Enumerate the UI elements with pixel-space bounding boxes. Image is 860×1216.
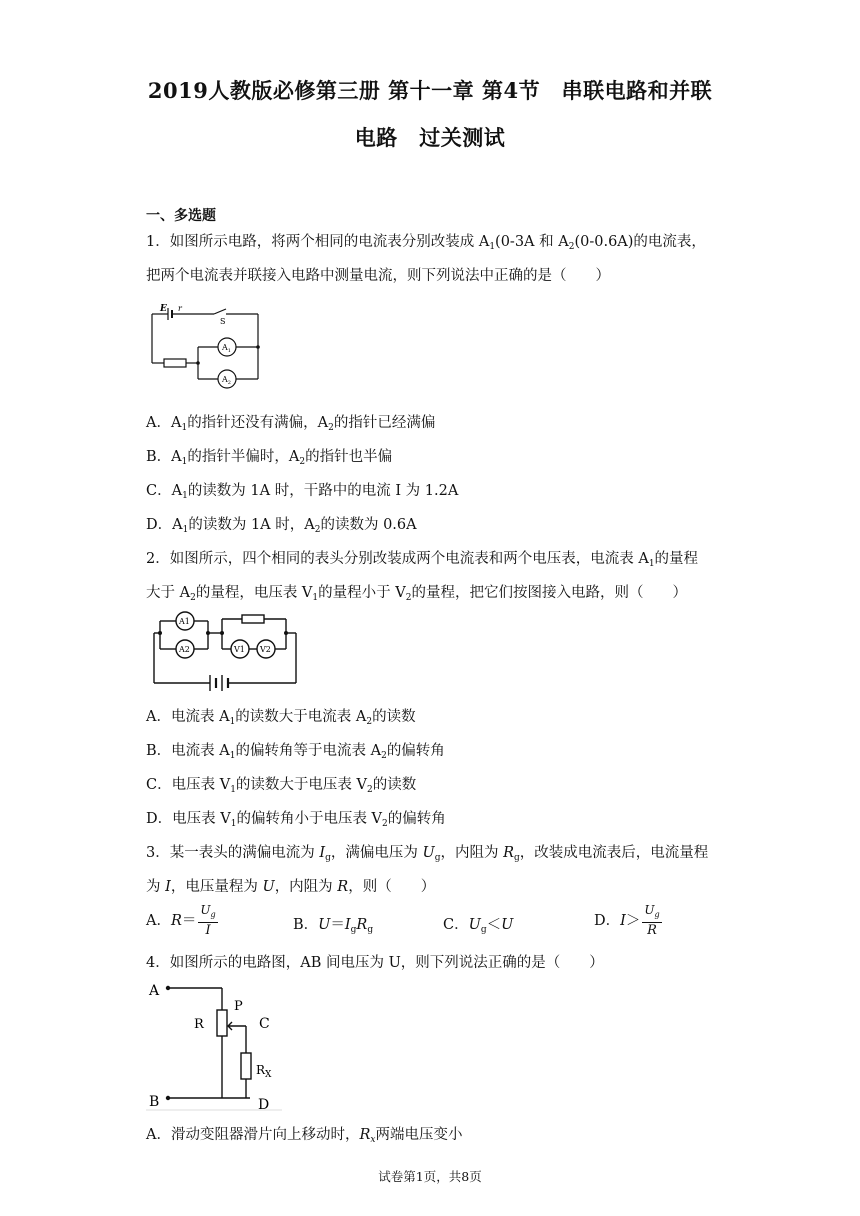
page-footer: 试卷第1页，共8页 <box>378 1169 482 1184</box>
q1-fig-label-s: S <box>220 317 226 326</box>
q1-option-d: D．$A_1$的读数为 1A 时，$A_2$的读数为 0.6A <box>146 517 417 535</box>
q1-option-a: A．$A_1$的指针还没有满偏，$A_2$的指针已经满偏 <box>146 415 436 433</box>
q4-fig-label-c: C <box>259 1016 270 1032</box>
q3-option-a: A．R＝ $\frac{U_g}{I}$ <box>146 903 216 938</box>
q2-circuit-figure <box>146 607 306 691</box>
q1-option-b: B．$A_1$的指针半偏时，$A_2$的指针也半偏 <box>146 449 393 467</box>
q1-stem-line2: 把两个电流表并联接入电路中测量电流，则下列说法中正确的是（ ） <box>146 268 610 284</box>
q4-fig-label-a: A <box>149 983 160 999</box>
q4-fig-label-d: D <box>258 1097 270 1113</box>
q1-fig-label-e: E <box>160 304 167 314</box>
q3-option-b: B．$U=I_gR_g$ <box>293 917 374 935</box>
q4-fig-label-p: P <box>234 999 243 1014</box>
q2-fig-label-a2: A2 <box>179 645 190 654</box>
q4-fig-label-r: R <box>194 1017 204 1032</box>
q1-option-c: C．$A_1$的读数为 1A 时，干路中的电流 I 为 1.2A <box>146 483 459 501</box>
q2-option-b: B．电流表 $A_1$的偏转角等于电流表 $A_2$的偏转角 <box>146 743 445 761</box>
q2-fig-label-a1: A1 <box>179 617 190 626</box>
q4-circuit-figure <box>146 978 286 1114</box>
q2-fig-label-v2: V2 <box>260 645 271 654</box>
section-heading: 一、多选题 <box>146 208 216 224</box>
q4-fig-label-rx: $R_X$ <box>256 1063 272 1080</box>
q2-option-c: C．电压表 $V_1$的读数大于电压表 $V_2$的读数 <box>146 777 417 795</box>
q2-option-d: D．电压表 $V_1$的偏转角小于电压表 $V_2$的偏转角 <box>146 811 446 829</box>
q3-stem-line2: 为 I，电压量程为 U，内阻为 R，则（ ） <box>146 879 436 895</box>
q1-circuit-figure <box>146 300 266 390</box>
q2-stem-line2: 大于 $A_2$的量程，电压表 $V_1$的量程小于 $V_2$的量程，把它们按图接入电路，则（ ） <box>146 585 687 603</box>
q4-option-a: A．滑动变阻器滑片向上移动时，$R_x$两端电压变小 <box>146 1127 463 1145</box>
q2-option-a: A．电流表 $A_1$的读数大于电流表 $A_2$的读数 <box>146 709 416 727</box>
q4-stem: 4．如图所示的电路图，AB 间电压为 U，则下列说法正确的是（ ） <box>146 955 604 971</box>
q3-option-c: C．$U_g<U$ <box>443 917 514 935</box>
q2-fig-label-v1: V1 <box>234 645 245 654</box>
q3-option-d: D．I＞ $\frac{U_g}{R}$ <box>594 903 660 938</box>
q1-stem-line1: 1．如图所示电路，将两个相同的电流表分别改装成 $A_1(0-3A$ 和 $A_2(0-0.6A)$的电流表， <box>146 234 706 252</box>
page-title: 2019人教版必修第三册 第十一章 第4节 串联电路和并联 <box>147 78 713 103</box>
q4-fig-label-b: B <box>149 1094 160 1110</box>
q3-stem-line1: 3．某一表头的满偏电流为 $I_g$，满偏电压为 $U_g$，内阻为 $R_g$，改装成电流表后，电流量程 <box>146 845 709 863</box>
q1-fig-label-r: r <box>178 304 182 313</box>
q2-stem-line1: 2．如图所示，四个相同的表头分别改装成两个电流表和两个电压表，电流表 $A_1$的量程 <box>146 551 699 569</box>
page-title-line2: 电路 过关测试 <box>354 125 506 150</box>
q1-fig-label-a2: $A_2$ <box>222 375 231 386</box>
q1-fig-label-a1: $A_1$ <box>222 343 231 354</box>
